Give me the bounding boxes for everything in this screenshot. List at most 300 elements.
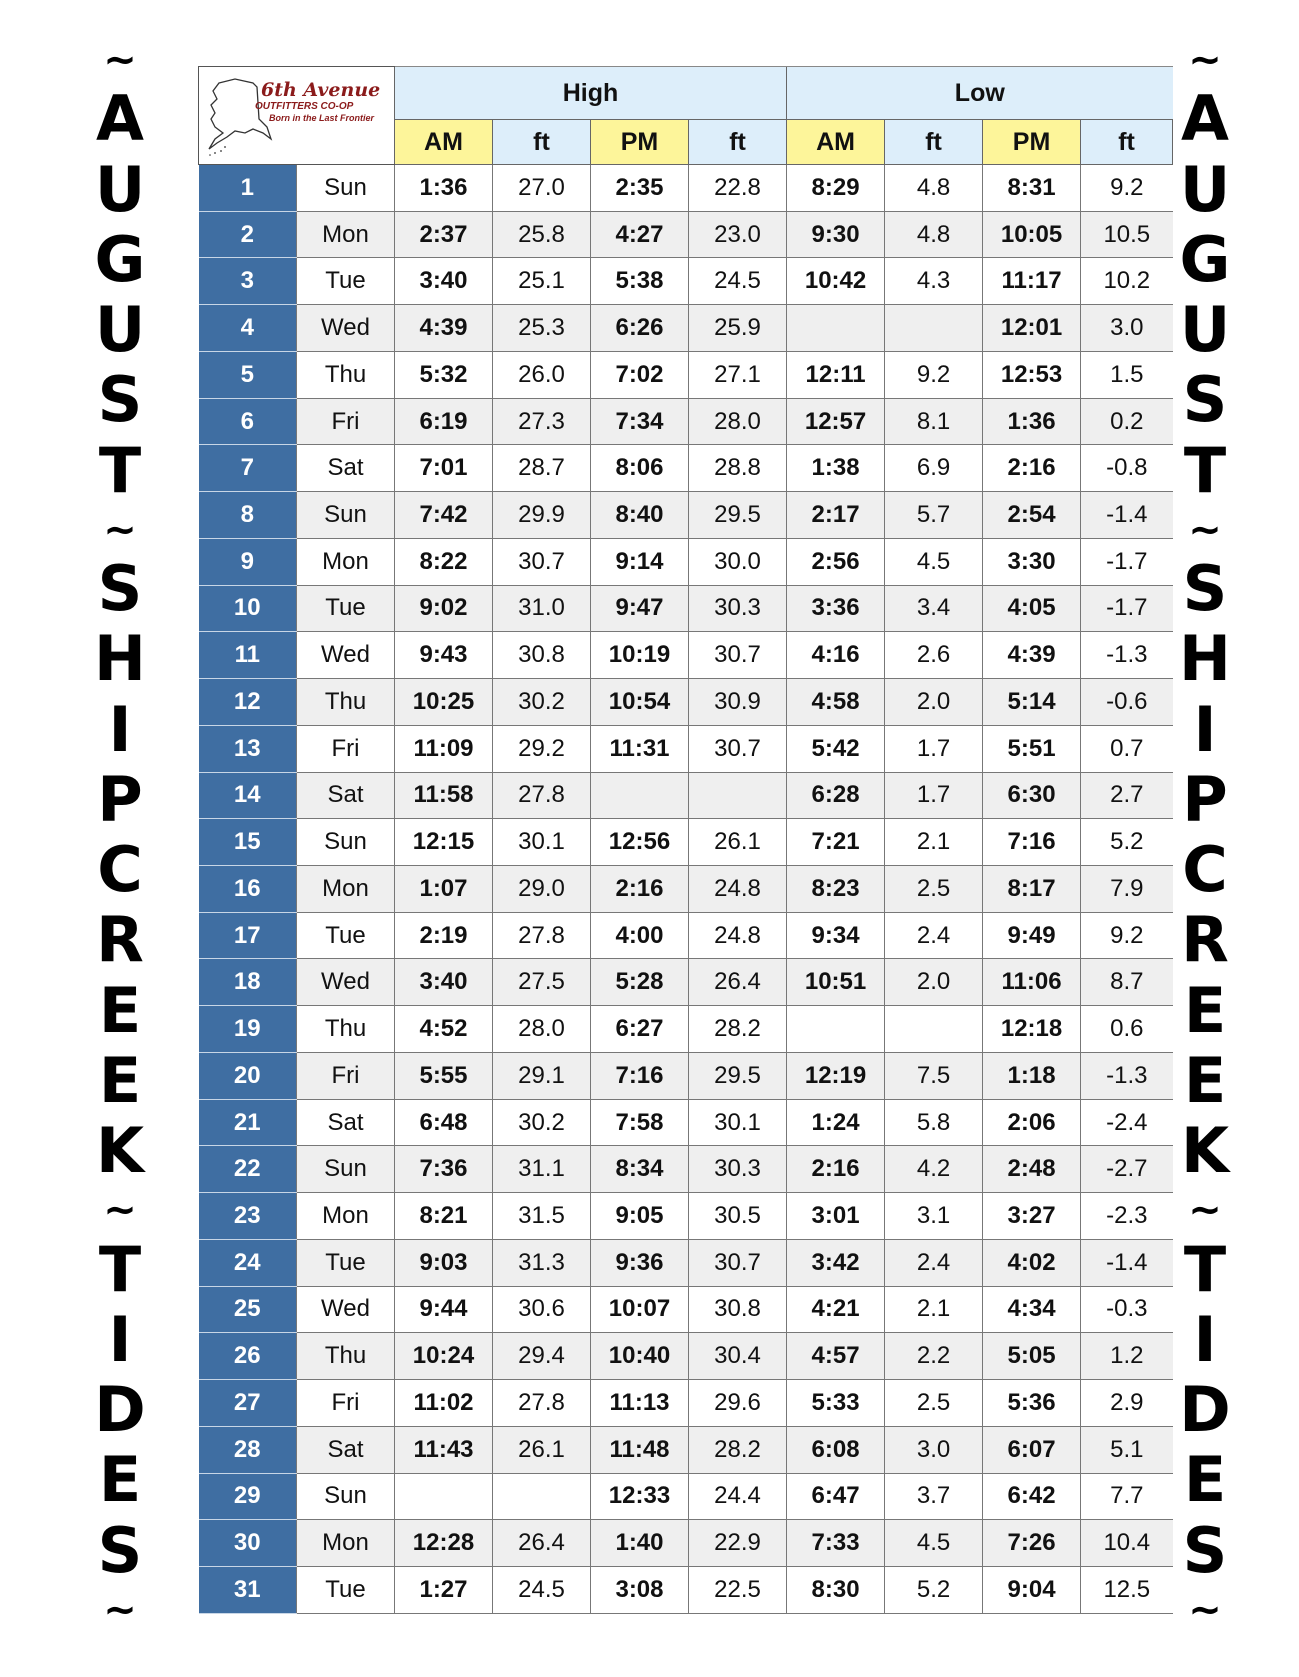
- high-pm-height: 28.8: [689, 445, 787, 492]
- high-pm-time: 8:06: [591, 445, 689, 492]
- high-am-height: 29.1: [493, 1052, 591, 1099]
- low-am-time: 10:51: [787, 959, 885, 1006]
- side-title-letter: T: [1183, 433, 1227, 507]
- low-am-time: 9:34: [787, 912, 885, 959]
- day-of-week: Mon: [297, 538, 395, 585]
- high-am-time: 11:09: [395, 725, 493, 772]
- day-of-week: Fri: [297, 725, 395, 772]
- low-am-height: 4.3: [885, 258, 983, 305]
- day-of-week: Wed: [297, 959, 395, 1006]
- high-am-height: 30.7: [493, 538, 591, 585]
- day-number: 2: [199, 211, 297, 258]
- low-am-height: 1.7: [885, 725, 983, 772]
- side-title-letter: E: [98, 973, 142, 1047]
- low-pm-height: 0.2: [1081, 398, 1173, 445]
- low-am-time: 8:30: [787, 1567, 885, 1614]
- low-pm-time: 1:18: [983, 1052, 1081, 1099]
- day-of-week: Mon: [297, 866, 395, 913]
- high-pm-time: 10:07: [591, 1286, 689, 1333]
- table-row: [199, 398, 1173, 445]
- low-pm-time: 6:07: [983, 1426, 1081, 1473]
- high-pm-height: 28.2: [689, 1006, 787, 1053]
- table-row: [199, 725, 1173, 772]
- high-pm-height: 24.4: [689, 1473, 787, 1520]
- side-title-letter: S: [97, 363, 143, 437]
- low-pm-height: -1.3: [1081, 1052, 1173, 1099]
- low-am-time: 12:19: [787, 1052, 885, 1099]
- low-pm-height: -1.3: [1081, 632, 1173, 679]
- high-am-height: 30.8: [493, 632, 591, 679]
- high-pm-time: 10:54: [591, 679, 689, 726]
- low-am-height: 3.4: [885, 585, 983, 632]
- low-am-time: 3:42: [787, 1239, 885, 1286]
- table-row: [199, 1426, 1173, 1473]
- low-am-time: 10:42: [787, 258, 885, 305]
- high-am-height: 31.0: [493, 585, 591, 632]
- side-title-letter: P: [97, 762, 143, 836]
- high-am-height: 26.0: [493, 351, 591, 398]
- high-am-time: 10:25: [395, 679, 493, 726]
- high-am-height: 27.3: [493, 398, 591, 445]
- side-title-letter: T: [98, 433, 142, 507]
- table-row: [199, 445, 1173, 492]
- day-number: 4: [199, 305, 297, 352]
- side-title-letter: I: [1193, 1302, 1217, 1376]
- low-pm-time: 11:06: [983, 959, 1081, 1006]
- low-pm-time: 5:14: [983, 679, 1081, 726]
- tide-rows: [199, 165, 1173, 1614]
- high-pm-header: PM: [591, 120, 689, 165]
- high-am-time: 7:01: [395, 445, 493, 492]
- side-title-letter: T: [98, 1232, 142, 1306]
- high-header: High: [395, 67, 787, 120]
- day-of-week: Thu: [297, 1006, 395, 1053]
- low-am-height: 5.8: [885, 1099, 983, 1146]
- side-title-letter: P: [1182, 762, 1228, 836]
- low-am-time: 1:38: [787, 445, 885, 492]
- side-title-letter: S: [1182, 363, 1228, 437]
- low-pm-time: 4:34: [983, 1286, 1081, 1333]
- side-title-letter: C: [97, 833, 143, 906]
- day-number: 26: [199, 1333, 297, 1380]
- low-am-height: 4.8: [885, 211, 983, 258]
- side-title-letter: S: [1182, 1513, 1228, 1587]
- day-number: 27: [199, 1380, 297, 1427]
- day-of-week: Wed: [297, 305, 395, 352]
- high-am-time: 4:52: [395, 1006, 493, 1053]
- day-number: 12: [199, 679, 297, 726]
- table-row: [199, 866, 1173, 913]
- low-pm-time: 8:31: [983, 165, 1081, 212]
- day-of-week: Tue: [297, 1239, 395, 1286]
- day-number: 30: [199, 1520, 297, 1567]
- low-pm-height: 8.7: [1081, 959, 1173, 1006]
- day-number: 1: [199, 165, 297, 212]
- high-pm-height: 30.7: [689, 632, 787, 679]
- side-title-left: [70, 37, 170, 1633]
- low-am-height: 4.2: [885, 1146, 983, 1193]
- low-am-time: 8:29: [787, 165, 885, 212]
- high-pm-height: 30.7: [689, 725, 787, 772]
- high-pm-time: 11:31: [591, 725, 689, 772]
- high-pm-time: 12:56: [591, 819, 689, 866]
- low-am-time: [787, 1006, 885, 1053]
- high-am-time: 1:36: [395, 165, 493, 212]
- low-pm-ft-header: ft: [1081, 120, 1173, 165]
- table-row: [199, 1286, 1173, 1333]
- day-of-week: Sun: [297, 165, 395, 212]
- day-of-week: Tue: [297, 585, 395, 632]
- low-pm-height: 7.7: [1081, 1473, 1173, 1520]
- low-header: Low: [787, 67, 1173, 120]
- high-am-height: 26.1: [493, 1426, 591, 1473]
- low-am-height: 4.5: [885, 1520, 983, 1567]
- day-of-week: Tue: [297, 912, 395, 959]
- high-pm-time: [591, 772, 689, 819]
- side-title-letter: D: [94, 1373, 146, 1446]
- day-number: 23: [199, 1193, 297, 1240]
- low-pm-height: 9.2: [1081, 912, 1173, 959]
- side-title-letter: ~: [1188, 37, 1222, 83]
- low-pm-height: -0.3: [1081, 1286, 1173, 1333]
- day-of-week: Thu: [297, 1333, 395, 1380]
- high-pm-height: 30.7: [689, 1239, 787, 1286]
- high-pm-height: 30.5: [689, 1193, 787, 1240]
- low-pm-height: 5.1: [1081, 1426, 1173, 1473]
- low-pm-height: -1.7: [1081, 538, 1173, 585]
- side-title-letter: ~: [1188, 506, 1222, 553]
- day-of-week: Sat: [297, 772, 395, 819]
- high-pm-time: 5:38: [591, 258, 689, 305]
- high-am-height: 26.4: [493, 1520, 591, 1567]
- low-pm-time: 2:48: [983, 1146, 1081, 1193]
- high-am-time: 1:07: [395, 866, 493, 913]
- low-am-height: 5.7: [885, 492, 983, 539]
- day-number: 14: [199, 772, 297, 819]
- low-am-height: 2.5: [885, 866, 983, 913]
- low-am-height: 2.5: [885, 1380, 983, 1427]
- logo-name: 6th Avenue: [261, 79, 381, 101]
- low-pm-height: 3.0: [1081, 305, 1173, 352]
- low-pm-height: 1.5: [1081, 351, 1173, 398]
- table-row: [199, 165, 1173, 212]
- high-pm-time: 2:16: [591, 866, 689, 913]
- high-am-time: 2:37: [395, 211, 493, 258]
- day-number: 13: [199, 725, 297, 772]
- low-pm-time: 10:05: [983, 211, 1081, 258]
- day-number: 24: [199, 1239, 297, 1286]
- low-pm-time: 3:27: [983, 1193, 1081, 1240]
- high-am-time: 8:22: [395, 538, 493, 585]
- low-pm-height: 5.2: [1081, 819, 1173, 866]
- side-title-letter: E: [98, 1443, 142, 1517]
- low-am-time: 4:57: [787, 1333, 885, 1380]
- table-row: [199, 538, 1173, 585]
- high-pm-height: 22.9: [689, 1520, 787, 1567]
- high-am-height: 25.1: [493, 258, 591, 305]
- day-number: 9: [199, 538, 297, 585]
- side-title-letter: E: [1183, 1443, 1227, 1517]
- table-row: [199, 1193, 1173, 1240]
- low-am-height: 6.9: [885, 445, 983, 492]
- low-am-time: 6:08: [787, 1426, 885, 1473]
- high-pm-height: 29.5: [689, 1052, 787, 1099]
- table-row: [199, 1520, 1173, 1567]
- side-title-letter: T: [1183, 1232, 1227, 1306]
- day-number: 19: [199, 1006, 297, 1053]
- low-pm-height: -1.7: [1081, 585, 1173, 632]
- side-title-letter: S: [97, 1513, 143, 1587]
- day-of-week: Sun: [297, 819, 395, 866]
- low-pm-time: 12:01: [983, 305, 1081, 352]
- low-pm-height: -2.4: [1081, 1099, 1173, 1146]
- low-pm-time: 6:42: [983, 1473, 1081, 1520]
- low-am-height: 2.4: [885, 912, 983, 959]
- table-row: [199, 912, 1173, 959]
- table-row: [199, 585, 1173, 632]
- side-title-letter: A: [96, 82, 144, 156]
- day-of-week: Sun: [297, 1146, 395, 1193]
- high-am-height: 31.3: [493, 1239, 591, 1286]
- high-am-height: 24.5: [493, 1567, 591, 1614]
- high-am-height: 27.8: [493, 772, 591, 819]
- day-of-week: Mon: [297, 1520, 395, 1567]
- high-am-time: 7:36: [395, 1146, 493, 1193]
- high-pm-time: 2:35: [591, 165, 689, 212]
- table-row: [199, 772, 1173, 819]
- high-pm-height: 23.0: [689, 211, 787, 258]
- low-am-time: 4:16: [787, 632, 885, 679]
- high-am-time: 3:40: [395, 959, 493, 1006]
- table-row: [199, 819, 1173, 866]
- low-pm-time: 5:05: [983, 1333, 1081, 1380]
- day-of-week: Sat: [297, 445, 395, 492]
- low-pm-height: -0.8: [1081, 445, 1173, 492]
- day-of-week: Tue: [297, 1567, 395, 1614]
- high-pm-time: 4:27: [591, 211, 689, 258]
- day-number: 20: [199, 1052, 297, 1099]
- table-row: [199, 1567, 1173, 1614]
- low-pm-height: -2.7: [1081, 1146, 1173, 1193]
- day-of-week: Fri: [297, 398, 395, 445]
- high-pm-height: 30.3: [689, 585, 787, 632]
- low-pm-time: 8:17: [983, 866, 1081, 913]
- high-pm-height: 28.2: [689, 1426, 787, 1473]
- side-title-letter: ~: [103, 1586, 137, 1633]
- day-number: 17: [199, 912, 297, 959]
- low-am-height: 2.0: [885, 959, 983, 1006]
- low-am-time: 7:21: [787, 819, 885, 866]
- high-am-height: 28.7: [493, 445, 591, 492]
- side-title-letter: D: [1179, 1373, 1231, 1446]
- low-pm-height: -2.3: [1081, 1193, 1173, 1240]
- low-pm-height: 10.5: [1081, 211, 1173, 258]
- high-pm-height: 30.3: [689, 1146, 787, 1193]
- day-of-week: Sat: [297, 1099, 395, 1146]
- high-pm-height: 24.8: [689, 866, 787, 913]
- high-am-time: 11:02: [395, 1380, 493, 1427]
- high-pm-time: 5:28: [591, 959, 689, 1006]
- high-am-time: 12:28: [395, 1520, 493, 1567]
- high-am-height: 29.4: [493, 1333, 591, 1380]
- day-of-week: Fri: [297, 1052, 395, 1099]
- low-am-height: 2.0: [885, 679, 983, 726]
- table-row: [199, 632, 1173, 679]
- day-number: 21: [199, 1099, 297, 1146]
- high-pm-time: 9:14: [591, 538, 689, 585]
- low-am-ft-header: ft: [885, 120, 983, 165]
- high-am-time: 1:27: [395, 1567, 493, 1614]
- high-am-height: 31.5: [493, 1193, 591, 1240]
- high-am-time: 8:21: [395, 1193, 493, 1240]
- high-am-time: 11:58: [395, 772, 493, 819]
- side-title-letter: E: [1183, 1043, 1227, 1117]
- low-pm-time: 5:51: [983, 725, 1081, 772]
- side-title-letter: R: [96, 903, 144, 977]
- high-pm-time: 9:36: [591, 1239, 689, 1286]
- table-row: [199, 1473, 1173, 1520]
- low-pm-height: -1.4: [1081, 492, 1173, 539]
- low-am-time: 6:47: [787, 1473, 885, 1520]
- low-pm-height: 1.2: [1081, 1333, 1173, 1380]
- side-title-letter: E: [98, 1043, 142, 1117]
- high-am-height: 27.0: [493, 165, 591, 212]
- high-am-time: 11:43: [395, 1426, 493, 1473]
- low-am-time: 1:24: [787, 1099, 885, 1146]
- low-pm-header: PM: [983, 120, 1081, 165]
- high-pm-time: 6:27: [591, 1006, 689, 1053]
- low-am-time: 3:36: [787, 585, 885, 632]
- low-pm-time: 7:16: [983, 819, 1081, 866]
- high-pm-time: 11:13: [591, 1380, 689, 1427]
- low-pm-height: 12.5: [1081, 1567, 1173, 1614]
- high-pm-time: 7:58: [591, 1099, 689, 1146]
- low-am-time: 2:16: [787, 1146, 885, 1193]
- side-title-letter: ~: [103, 37, 137, 83]
- low-am-time: 3:01: [787, 1193, 885, 1240]
- high-am-height: 25.8: [493, 211, 591, 258]
- high-pm-time: 6:26: [591, 305, 689, 352]
- high-am-height: 27.8: [493, 1380, 591, 1427]
- low-pm-height: 9.2: [1081, 165, 1173, 212]
- logo-subtitle: OUTFITTERS CO-OP: [255, 101, 354, 112]
- low-am-time: 4:58: [787, 679, 885, 726]
- low-am-time: 5:33: [787, 1380, 885, 1427]
- high-pm-time: 3:08: [591, 1567, 689, 1614]
- low-pm-time: 4:05: [983, 585, 1081, 632]
- high-pm-height: 30.4: [689, 1333, 787, 1380]
- low-pm-height: 0.6: [1081, 1006, 1173, 1053]
- side-title-letter: U: [94, 293, 146, 366]
- high-pm-height: 29.5: [689, 492, 787, 539]
- side-title-letter: U: [1179, 152, 1231, 226]
- day-number: 6: [199, 398, 297, 445]
- high-am-height: 27.8: [493, 912, 591, 959]
- low-am-time: 5:42: [787, 725, 885, 772]
- low-am-time: 12:57: [787, 398, 885, 445]
- low-am-time: 12:11: [787, 351, 885, 398]
- high-am-height: 30.2: [493, 679, 591, 726]
- low-pm-height: 2.9: [1081, 1380, 1173, 1427]
- low-pm-time: 9:04: [983, 1567, 1081, 1614]
- low-pm-height: -0.6: [1081, 679, 1173, 726]
- low-am-time: [787, 305, 885, 352]
- high-pm-time: 10:19: [591, 632, 689, 679]
- table-row: [199, 211, 1173, 258]
- high-am-time: 5:55: [395, 1052, 493, 1099]
- high-pm-time: 8:34: [591, 1146, 689, 1193]
- low-am-height: 7.5: [885, 1052, 983, 1099]
- high-pm-time: 12:33: [591, 1473, 689, 1520]
- high-pm-height: [689, 772, 787, 819]
- day-of-week: Thu: [297, 679, 395, 726]
- logo: [199, 67, 395, 165]
- side-title-letter: C: [1182, 833, 1228, 906]
- low-am-height: 3.0: [885, 1426, 983, 1473]
- table-row: [199, 305, 1173, 352]
- high-pm-height: 28.0: [689, 398, 787, 445]
- high-am-time: 6:48: [395, 1099, 493, 1146]
- side-title-letter: U: [94, 152, 146, 226]
- logo-tagline: Born in the Last Frontier: [269, 113, 375, 123]
- low-pm-time: 7:26: [983, 1520, 1081, 1567]
- day-of-week: Wed: [297, 632, 395, 679]
- high-am-time: 10:24: [395, 1333, 493, 1380]
- low-am-height: 9.2: [885, 351, 983, 398]
- table-row: [199, 351, 1173, 398]
- low-pm-time: 2:54: [983, 492, 1081, 539]
- side-title-letter: E: [1183, 973, 1227, 1047]
- high-am-height: 29.2: [493, 725, 591, 772]
- high-am-time: 9:43: [395, 632, 493, 679]
- high-am-height: 25.3: [493, 305, 591, 352]
- low-am-height: [885, 305, 983, 352]
- high-pm-time: 4:00: [591, 912, 689, 959]
- day-of-week: Wed: [297, 1286, 395, 1333]
- day-number: 18: [199, 959, 297, 1006]
- low-am-time: 4:21: [787, 1286, 885, 1333]
- day-number: 25: [199, 1286, 297, 1333]
- table-row: [199, 959, 1173, 1006]
- side-title-letter: G: [1179, 222, 1231, 296]
- high-pm-height: 30.1: [689, 1099, 787, 1146]
- high-am-height: [493, 1473, 591, 1520]
- high-pm-time: 1:40: [591, 1520, 689, 1567]
- high-am-time: 3:40: [395, 258, 493, 305]
- day-number: 15: [199, 819, 297, 866]
- day-number: 22: [199, 1146, 297, 1193]
- side-title-letter: I: [1193, 692, 1217, 766]
- day-number: 5: [199, 351, 297, 398]
- low-pm-time: 4:02: [983, 1239, 1081, 1286]
- high-pm-time: 11:48: [591, 1426, 689, 1473]
- low-am-height: 8.1: [885, 398, 983, 445]
- side-title-letter: H: [94, 622, 146, 696]
- table-row: [199, 492, 1173, 539]
- low-pm-height: 7.9: [1081, 866, 1173, 913]
- low-am-height: 4.8: [885, 165, 983, 212]
- side-title-letter: K: [1180, 1114, 1230, 1187]
- day-of-week: Sat: [297, 1426, 395, 1473]
- side-title-letter: A: [1181, 82, 1229, 156]
- low-am-height: 2.1: [885, 819, 983, 866]
- day-of-week: Thu: [297, 351, 395, 398]
- day-of-week: Mon: [297, 211, 395, 258]
- low-pm-time: 1:36: [983, 398, 1081, 445]
- low-pm-time: 11:17: [983, 258, 1081, 305]
- low-am-height: 2.6: [885, 632, 983, 679]
- high-pm-height: 30.8: [689, 1286, 787, 1333]
